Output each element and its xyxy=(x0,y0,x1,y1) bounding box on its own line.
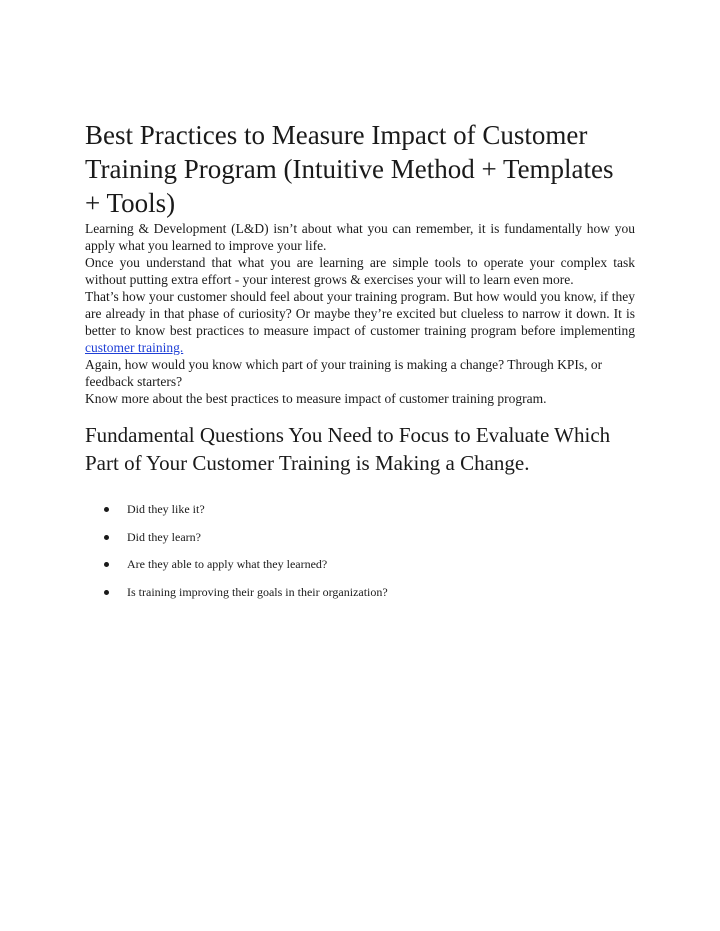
list-item-label: Did they learn? xyxy=(127,529,201,544)
curiosity-paragraph-text: That’s how your customer should feel about your training program. But how would you know, if they are already in that phase of curiosity? Or maybe they’re excited but clueless to narrow it down. It is better to know best practices to measure impact of customer training program before implementing xyxy=(85,289,635,338)
intro-paragraph: Learning & Development (L&D) isn’t about what you can remember, it is fundamentally how you apply what you learned to improve your life. xyxy=(85,221,635,253)
tools-paragraph: Once you understand that what you are learning are simple tools to operate your complex task without putting extra effort - your interest grows & exercises your will to learn even more. xyxy=(85,255,635,287)
bullet-icon xyxy=(104,535,109,540)
list-item-label: Are they able to apply what they learned? xyxy=(127,557,328,571)
list-item-label: Did they like it? xyxy=(127,502,205,516)
page-title: Best Practices to Measure Impact of Customer Training Program (Intuitive Method + Templates + Tools) xyxy=(85,120,614,218)
kpi-paragraph: Again, how would you know which part of your training is making a change? Through KPIs, or feedback starters? xyxy=(85,357,603,389)
bullet-icon xyxy=(104,507,109,512)
list-item xyxy=(85,530,635,545)
know-more-paragraph: Know more about the best practices to measure impact of customer training program. xyxy=(85,391,547,406)
list-item-label: Is training improving their goals in their organization? xyxy=(127,584,388,599)
list-item xyxy=(85,502,635,517)
customer-training-link[interactable]: customer training. xyxy=(85,340,184,355)
bullet-icon xyxy=(104,562,109,567)
list-item xyxy=(85,557,635,572)
questions-list xyxy=(85,502,635,600)
section-heading: Fundamental Questions You Need to Focus to Evaluate Which Part of Your Customer Training is Making a Change. xyxy=(85,423,611,475)
document-body xyxy=(85,118,635,612)
bullet-icon xyxy=(104,590,109,595)
list-item xyxy=(85,585,635,600)
curiosity-paragraph xyxy=(85,288,635,356)
